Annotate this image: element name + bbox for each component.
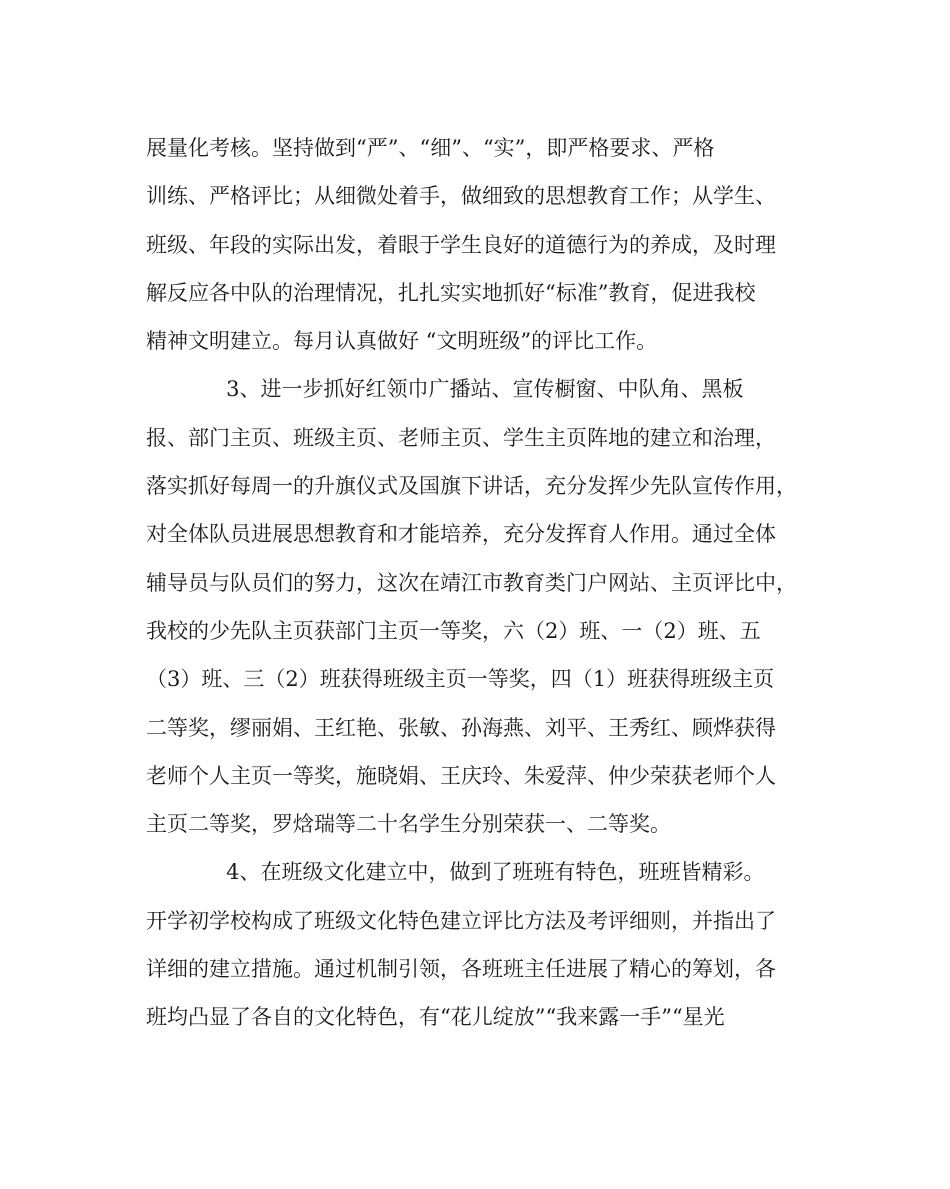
- text-line: 4、在班级文化建立中，做到了班班有特色，班班皆精彩。: [146, 860, 765, 885]
- text-line: 展量化考核。坚持做到“严”、“细”、“实”，即严格要求、严格: [146, 136, 715, 160]
- text-line: （3）班、三（2）班获得班级主页一等奖，四（1）班获得班级主页: [146, 667, 775, 692]
- text-line: 报、部门主页、班级主页、老师主页、学生主页阵地的建立和治理，: [146, 425, 776, 450]
- text-line: 我校的少先队主页获部门主页一等奖，六（2）班、一（2）班、五: [146, 618, 761, 643]
- text-line: 训练、严格评比；从细微处着手，做细致的思想教育工作；从学生、: [146, 184, 776, 209]
- text-line: 详细的建立措施。通过机制引领，各班班主任进展了精心的筹划，各: [146, 957, 776, 982]
- text-line: 主页二等奖，罗焓瑞等二十名学生分别荣获一、二等奖。: [146, 812, 671, 837]
- text-line: 开学初学校构成了班级文化特色建立评比方法及考评细则，并指出了: [146, 908, 776, 933]
- text-line: 老师个人主页一等奖，施晓娟、王庆玲、朱爱萍、仲少荣获老师个人: [146, 763, 776, 788]
- text-line: 落实抓好每周一的升旗仪式及国旗下讲话，充分发挥少先队宣传作用，: [146, 474, 797, 499]
- text-line: 对全体队员进展思想教育和才能培养，充分发挥育人作用。通过全体: [146, 522, 776, 547]
- text-line: 二等奖，缪丽娟、王红艳、张敏、孙海燕、刘平、王秀红、顾烨获得: [146, 715, 776, 740]
- text-line: 3、进一步抓好红领巾广播站、宣传橱窗、中队角、黑板: [146, 377, 744, 402]
- text-line: 精神文明建立。每月认真做好 “文明班级”的评比工作。: [146, 329, 658, 354]
- text-line: 班级、年段的实际出发，着眼于学生良好的道德行为的养成，及时理: [146, 232, 776, 257]
- text-line: 班均凸显了各自的文化特色，有“花儿绽放”“我来露一手”“星光: [146, 1005, 725, 1030]
- text-line: 辅导员与队员们的努力，这次在靖江市教育类门户网站、主页评比中，: [146, 570, 797, 595]
- text-line: 解反应各中队的治理情况，扎扎实实地抓好“标准”教育，促进我校: [146, 280, 756, 305]
- body-text: [146, 124, 846, 1042]
